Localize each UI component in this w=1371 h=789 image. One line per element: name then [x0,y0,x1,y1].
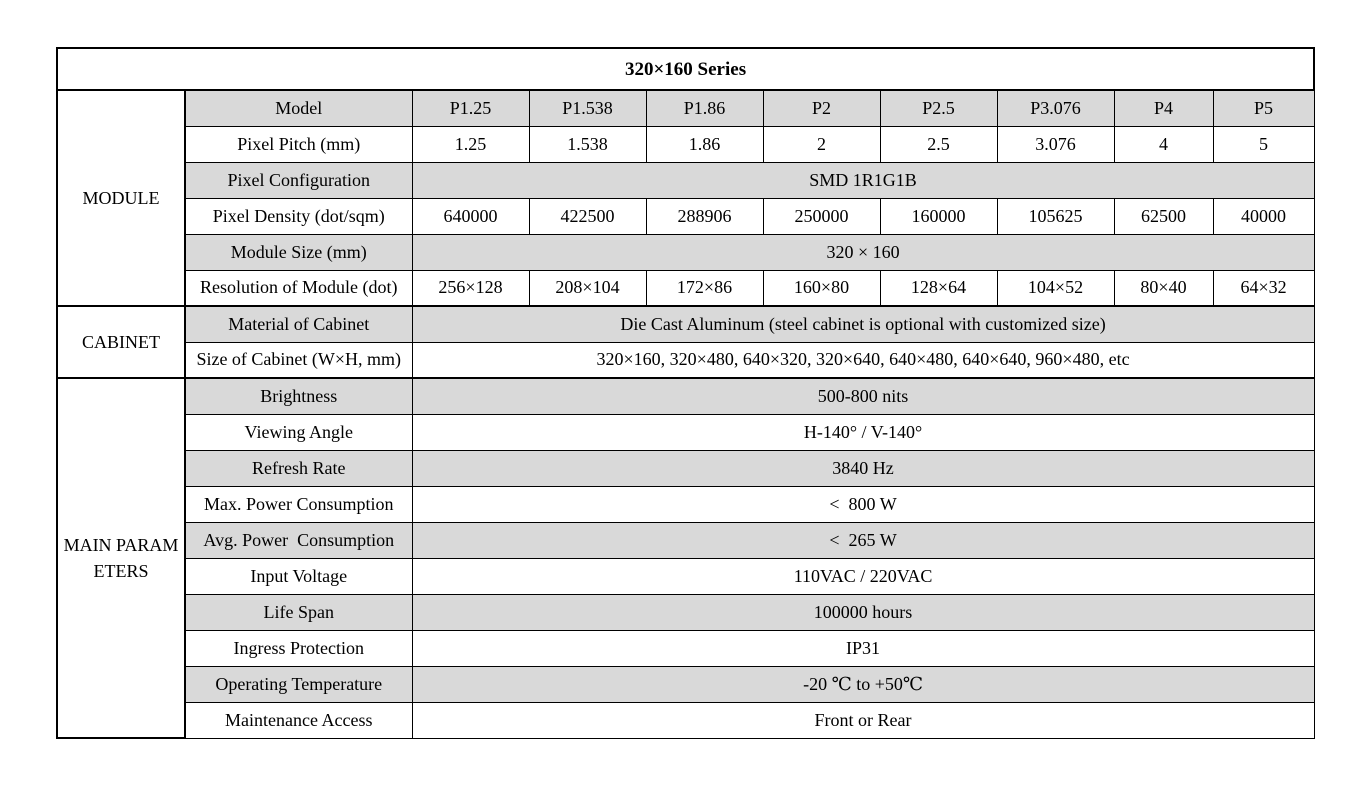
label-max-power: Max. Power Consumption [185,486,412,522]
row-max-power [57,486,1314,522]
resolution-cell: 80×40 [1114,270,1213,306]
maintenance-access-value: Front or Rear [412,702,1314,738]
refresh-rate-value: 3840 Hz [412,450,1314,486]
label-pixel-pitch: Pixel Pitch (mm) [185,126,412,162]
pitch-cell: 4 [1114,126,1213,162]
spec-table [56,47,1315,739]
row-model [57,90,1314,126]
label-avg-power: Avg. Power Consumption [185,522,412,558]
resolution-cell: 208×104 [529,270,646,306]
density-cell: 62500 [1114,198,1213,234]
row-avg-power [57,522,1314,558]
avg-power-value: < 265 W [412,522,1314,558]
density-cell: 160000 [880,198,997,234]
model-cell: P2 [763,90,880,126]
group-main-parameters: MAIN PARAMETERS [57,378,185,738]
row-brightness [57,378,1314,414]
title-row [57,48,1314,90]
row-life-span [57,594,1314,630]
row-viewing-angle [57,414,1314,450]
row-pixel-configuration [57,162,1314,198]
row-cabinet-material [57,306,1314,342]
row-refresh-rate [57,450,1314,486]
pitch-cell: 3.076 [997,126,1114,162]
model-cell: P1.25 [412,90,529,126]
density-cell: 105625 [997,198,1114,234]
row-resolution [57,270,1314,306]
resolution-cell: 104×52 [997,270,1114,306]
label-refresh-rate: Refresh Rate [185,450,412,486]
max-power-value: < 800 W [412,486,1314,522]
model-cell: P5 [1213,90,1314,126]
label-maintenance-access: Maintenance Access [185,702,412,738]
module-size-value: 320 × 160 [412,234,1314,270]
label-cabinet-size: Size of Cabinet (W×H, mm) [185,342,412,378]
resolution-cell: 256×128 [412,270,529,306]
row-ingress-protection [57,630,1314,666]
viewing-angle-value: H-140° / V-140° [412,414,1314,450]
label-life-span: Life Span [185,594,412,630]
model-cell: P1.86 [646,90,763,126]
density-cell: 640000 [412,198,529,234]
brightness-value: 500-800 nits [412,378,1314,414]
density-cell: 288906 [646,198,763,234]
row-operating-temperature [57,666,1314,702]
label-input-voltage: Input Voltage [185,558,412,594]
operating-temperature-value: -20 ℃ to +50℃ [412,666,1314,702]
pixel-configuration-value: SMD 1R1G1B [412,162,1314,198]
row-pixel-density [57,198,1314,234]
row-module-size [57,234,1314,270]
label-module-size: Module Size (mm) [185,234,412,270]
label-pixel-configuration: Pixel Configuration [185,162,412,198]
resolution-cell: 172×86 [646,270,763,306]
label-brightness: Brightness [185,378,412,414]
pitch-cell: 2 [763,126,880,162]
pitch-cell: 1.86 [646,126,763,162]
row-cabinet-size [57,342,1314,378]
density-cell: 422500 [529,198,646,234]
density-cell: 250000 [763,198,880,234]
cabinet-size-value: 320×160, 320×480, 640×320, 320×640, 640×480, 640×640, 960×480, etc [412,342,1314,378]
label-resolution: Resolution of Module (dot) [185,270,412,306]
label-pixel-density: Pixel Density (dot/sqm) [185,198,412,234]
pitch-cell: 1.25 [412,126,529,162]
resolution-cell: 64×32 [1213,270,1314,306]
label-viewing-angle: Viewing Angle [185,414,412,450]
model-cell: P1.538 [529,90,646,126]
label-cabinet-material: Material of Cabinet [185,306,412,342]
input-voltage-value: 110VAC / 220VAC [412,558,1314,594]
resolution-cell: 128×64 [880,270,997,306]
label-ingress-protection: Ingress Protection [185,630,412,666]
group-cabinet: CABINET [57,306,185,378]
label-operating-temperature: Operating Temperature [185,666,412,702]
model-cell: P3.076 [997,90,1114,126]
row-pixel-pitch [57,126,1314,162]
cabinet-material-value: Die Cast Aluminum (steel cabinet is optional with customized size) [412,306,1314,342]
label-model: Model [185,90,412,126]
density-cell: 40000 [1213,198,1314,234]
pitch-cell: 5 [1213,126,1314,162]
model-cell: P2.5 [880,90,997,126]
ingress-protection-value: IP31 [412,630,1314,666]
table-title: 320×160 Series [57,48,1314,90]
group-module: MODULE [57,90,185,306]
resolution-cell: 160×80 [763,270,880,306]
pitch-cell: 1.538 [529,126,646,162]
pitch-cell: 2.5 [880,126,997,162]
row-input-voltage [57,558,1314,594]
model-cell: P4 [1114,90,1213,126]
row-maintenance-access [57,702,1314,738]
life-span-value: 100000 hours [412,594,1314,630]
